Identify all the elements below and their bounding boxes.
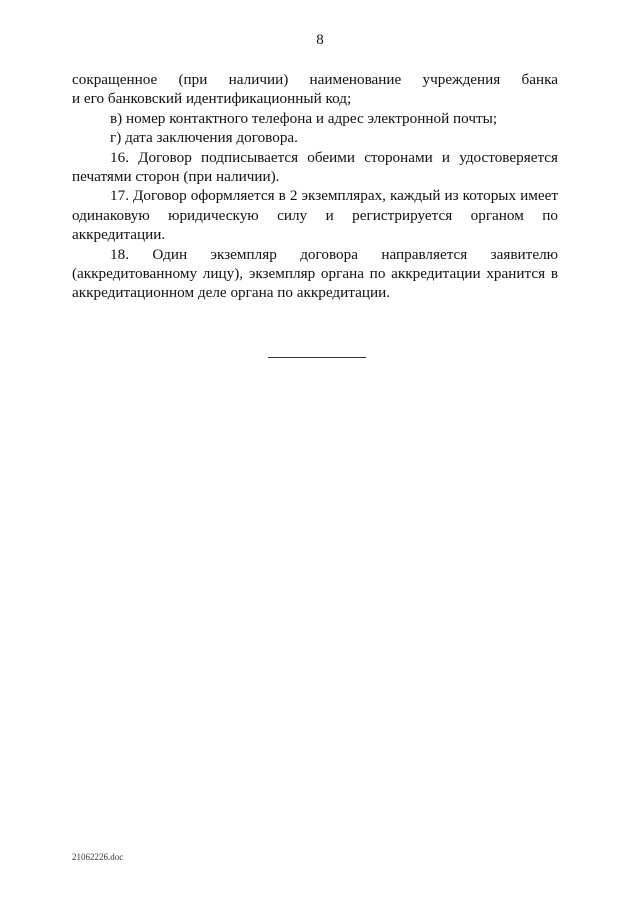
paragraph-line: (аккредитованному лицу), экземпляр органа по аккредитации хранится в: [72, 265, 558, 283]
document-body: [72, 70, 558, 303]
paragraph-line: 16. Договор подписывается обеими сторонами и удостоверяется: [110, 148, 558, 166]
paragraph-line: печатями сторон (при наличии).: [72, 168, 280, 186]
paragraph-line: одинаковую юридическую силу и регистрируется органом по: [72, 206, 558, 224]
paragraph-line: сокращенное (при наличии) наименование учреждения банка: [72, 71, 558, 88]
paragraph-line: г) дата заключения договора.: [110, 129, 298, 147]
page-number: 8: [316, 32, 324, 48]
footer-filename: 21062226.doc: [72, 852, 124, 862]
paragraph-line: в) номер контактного телефона и адрес электронной почты;: [110, 109, 498, 127]
paragraph-line: аккредитации.: [72, 226, 166, 244]
paragraph-line: аккредитационном деле органа по аккредитации.: [72, 284, 391, 302]
paragraph-line: 18. Один экземпляр договора направляется заявителю: [110, 245, 558, 263]
paragraph-line: 17. Договор оформляется в 2 экземплярах, каждый из которых имеет: [110, 187, 558, 205]
end-separator-line: [268, 357, 366, 358]
paragraph-line: и его банковский идентификационный код;: [72, 90, 352, 108]
